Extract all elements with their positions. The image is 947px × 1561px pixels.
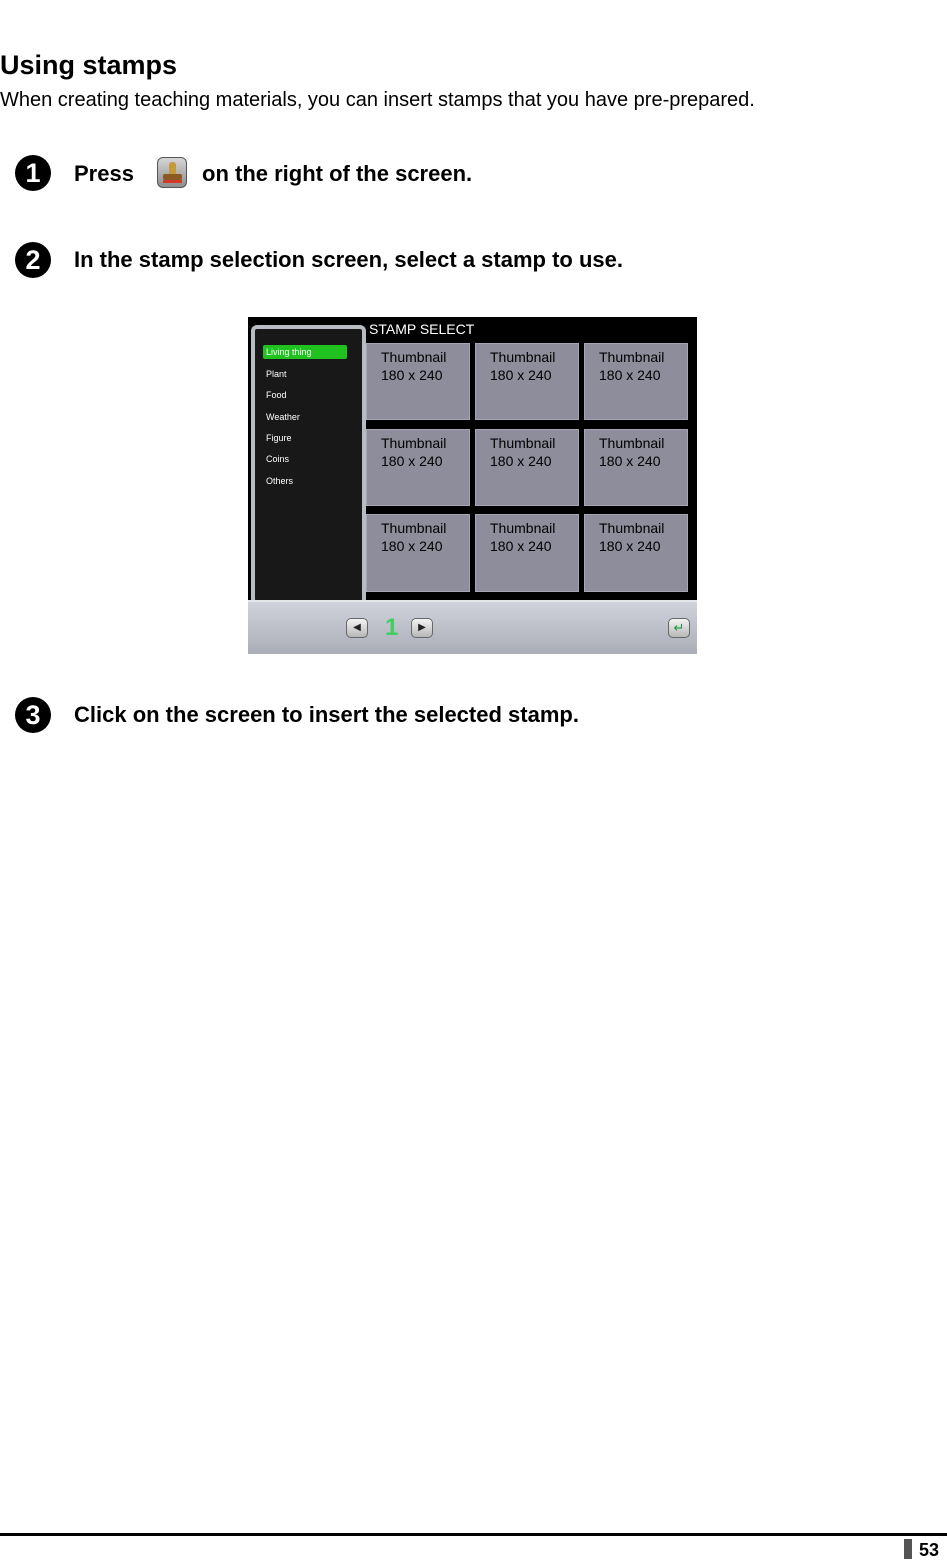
thumbnail-label: Thumbnail	[381, 349, 447, 365]
thumbnail[interactable]	[584, 429, 688, 506]
bottom-toolbar	[248, 600, 697, 654]
step-2-text: In the stamp selection screen, select a stamp to use.	[74, 247, 623, 272]
thumbnail-size: 180 x 240	[381, 367, 443, 383]
thumbnail-label: Thumbnail	[599, 349, 665, 365]
category-plant[interactable]: Plant	[266, 369, 287, 379]
category-weather[interactable]: Weather	[266, 412, 300, 422]
category-figure[interactable]: Figure	[266, 433, 292, 443]
category-others[interactable]: Others	[266, 476, 294, 486]
category-food[interactable]: Food	[266, 390, 287, 400]
thumbnail-label: Thumbnail	[490, 520, 556, 536]
page-number: 53	[919, 1540, 940, 1560]
thumbnail-label: Thumbnail	[381, 435, 447, 451]
step-1-text-before: Press	[74, 161, 134, 186]
thumbnail-size: 180 x 240	[490, 453, 552, 469]
thumbnail-label: Thumbnail	[599, 435, 665, 451]
category-living-thing[interactable]: Living thing	[263, 345, 347, 359]
next-page-button[interactable]	[411, 618, 433, 638]
footer-marker	[904, 1539, 912, 1559]
step-3-number: 3	[15, 697, 51, 733]
back-button[interactable]	[668, 618, 690, 638]
thumbnail-size: 180 x 240	[599, 367, 661, 383]
thumbnail-size: 180 x 240	[490, 538, 552, 554]
thumbnail[interactable]	[366, 429, 470, 506]
thumbnail-label: Thumbnail	[490, 435, 556, 451]
thumbnail[interactable]	[475, 514, 579, 592]
page-number-display: 1	[385, 614, 399, 641]
triangle-left-icon: ◀	[353, 622, 361, 633]
thumbnail-label: Thumbnail	[599, 520, 665, 536]
thumbnail[interactable]	[475, 343, 579, 420]
thumbnail-size: 180 x 240	[599, 453, 661, 469]
section-title: Using stamps	[0, 50, 178, 80]
screen-header: STAMP SELECT	[369, 321, 475, 337]
thumbnail-size: 180 x 240	[381, 538, 443, 554]
thumbnail-size: 180 x 240	[599, 538, 661, 554]
thumbnail[interactable]	[584, 343, 688, 420]
thumbnail[interactable]	[584, 514, 688, 592]
prev-page-button[interactable]	[346, 618, 368, 638]
stamp-icon	[157, 157, 187, 188]
step-3-text: Click on the screen to insert the selected stamp.	[74, 702, 579, 727]
footer-rule	[0, 1533, 947, 1536]
thumbnail-size: 180 x 240	[490, 367, 552, 383]
step-1-number: 1	[15, 155, 51, 191]
thumbnail[interactable]	[366, 514, 470, 592]
category-coins[interactable]: Coins	[266, 454, 290, 464]
thumbnail[interactable]	[366, 343, 470, 420]
thumbnail-label: Thumbnail	[381, 520, 447, 536]
thumbnail-label: Thumbnail	[490, 349, 556, 365]
triangle-right-icon: ▶	[418, 622, 426, 633]
thumbnail-size: 180 x 240	[381, 453, 443, 469]
stamp-select-screen	[248, 317, 697, 654]
category-panel	[251, 325, 366, 605]
intro-text: When creating teaching materials, you can insert stamps that you have pre-prepared.	[0, 89, 755, 111]
return-arrow-icon: ↵	[673, 620, 685, 635]
thumbnail[interactable]	[475, 429, 579, 506]
step-2-number: 2	[15, 242, 51, 278]
step-1-text-after: on the right of the screen.	[202, 161, 473, 186]
